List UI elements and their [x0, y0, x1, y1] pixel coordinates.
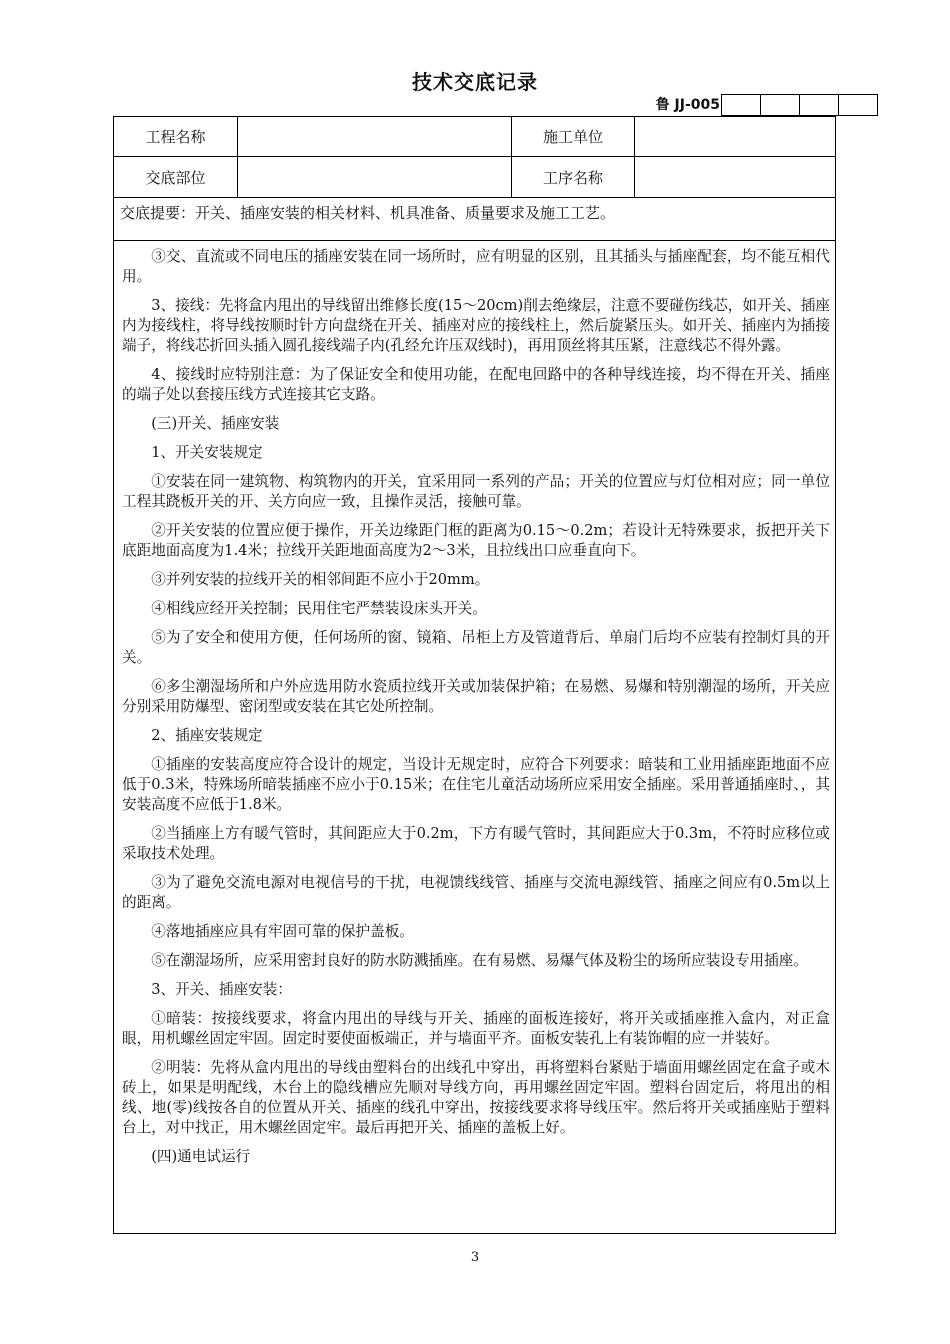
location-label: 交底部位 — [114, 157, 238, 197]
paragraph: ④落地插座应具有牢固可靠的保护盖板。 — [151, 923, 414, 940]
paragraph: ③并列安装的拉线开关的相邻间距不应小于20mm。 — [151, 571, 490, 588]
form-code-boxes — [722, 94, 878, 116]
contractor-label: 施工单位 — [512, 117, 635, 156]
page-title: 技术交底记录 — [412, 70, 538, 94]
form-code: 鲁 JJ-005 — [655, 97, 720, 113]
paragraph: ②当插座上方有暖气管时，其间距应大于0.2m，下方有暖气管时，其间距应大于0.3m，不符时应移位或采取技术处理。 — [122, 825, 830, 862]
summary-text: 交底提要：开关、插座安装的相关材料、机具准备、质量要求及施工工艺。 — [120, 204, 616, 222]
row-project — [114, 117, 835, 157]
code-box — [838, 94, 878, 116]
paragraph: 3、接线：先将盒内甩出的导线留出维修长度(15～20cm)削去绝缘层，注意不要碰伤线芯，如开关、插座内为接线柱，将导线按顺时针方向盘绕在开关、插座对应的接线柱上，然后旋紧压头。如开关、插座内为插接端子，将线芯折回头插入圆孔接线端子内(孔经允许压双线时)，再用顶丝将其压紧，注意线芯不得外露。 — [122, 297, 830, 354]
row-location — [114, 157, 835, 198]
paragraph: (四)通电试运行 — [151, 1148, 251, 1165]
process-label: 工序名称 — [512, 157, 635, 197]
paragraph: ④相线应经开关控制；民用住宅严禁装设床头开关。 — [151, 600, 487, 617]
code-box — [760, 94, 800, 116]
paragraph: 4、接线时应特别注意：为了保证安全和使用功能，在配电回路中的各种导线连接，均不得在开关、插座的端子处以套接压线方式连接其它支路。 — [122, 366, 830, 403]
paragraph: ⑤为了安全和使用方便，任何场所的窗、镜箱、吊柜上方及管道背后、单扇门后均不应装有控制灯具的开关。 — [122, 629, 830, 666]
project-name-label: 工程名称 — [114, 117, 238, 156]
paragraph: ①暗装：按接线要求，将盒内甩出的导线与开关、插座的面板连接好，将开关或插座推入盒内，对正盒眼，用机螺丝固定牢固。固定时要使面板端正，并与墙面平齐。面板安装孔上有装饰帽的应一并装好。 — [122, 1010, 830, 1047]
paragraph: 3、开关、插座安装： — [151, 981, 292, 998]
record-table — [113, 116, 836, 1234]
paragraph: 1、开关安装规定 — [151, 444, 263, 461]
paragraph: ⑥多尘潮湿场所和户外应选用防水瓷质拉线开关或加装保护箱；在易燃、易爆和特别潮湿的场所，开关应分别采用防爆型、密闭型或安装在其它处所控制。 — [122, 678, 830, 715]
paragraph: ①安装在同一建筑物、构筑物内的开关，宜采用同一系列的产品；开关的位置应与灯位相对应；同一单位工程其跷板开关的开、关方向应一致，且操作灵活，接触可靠。 — [122, 473, 830, 510]
location-value — [238, 157, 512, 197]
paragraph: ⑤在潮湿场所，应采用密封良好的防水防溅插座。在有易燃、易爆气体及粉尘的场所应装设专用插座。 — [151, 952, 808, 969]
content-body — [122, 247, 830, 1176]
paragraph: ②明装：先将从盒内甩出的导线由塑料台的出线孔中穿出，再将塑料台紧贴于墙面用螺丝固定在盒子或木砖上，如果是明配线，木台上的隐线槽应先顺对导线方向，再用螺丝固定牢固。塑料台固定后，将甩出的相线、地(零)线按各自的位置从开关、插座的线孔中穿出，按接线要求将导线压牢。然后将开关或插座贴于塑料台上，对中找正，用木螺丝固定牢。最后再把开关、插座的盖板上好。 — [122, 1059, 830, 1136]
row-summary — [114, 198, 835, 241]
paragraph: ②开关安装的位置应便于操作，开关边缘距门框的距离为0.15～0.2m；若设计无特殊要求，扳把开关下底距地面高度为1.4米；拉线开关距地面高度为2～3米，且拉线出口应垂直向下。 — [122, 522, 830, 559]
contractor-value — [635, 117, 835, 156]
paragraph: 2、插座安装规定 — [151, 727, 263, 744]
paragraph: ①插座的安装高度应符合设计的规定，当设计无规定时，应符合下列要求：暗装和工业用插座距地面不应低于0.3米，特殊场所暗装插座不应小于0.15米；在住宅儿童活动场所应采用安全插座。采用普通插座时、，其安装高度不应低于1.8米。 — [122, 756, 830, 813]
page-number: 3 — [470, 1250, 480, 1265]
paragraph: (三)开关、插座安装 — [151, 415, 280, 432]
code-box — [799, 94, 839, 116]
project-name-value — [238, 117, 512, 156]
paragraph: ③为了避免交流电源对电视信号的干扰，电视馈线线管、插座与交流电源线管、插座之间应有0.5m以上的距离。 — [122, 874, 830, 911]
process-value — [635, 157, 835, 197]
code-box — [721, 94, 761, 116]
paragraph: ③交、直流或不同电压的插座安装在同一场所时，应有明显的区别，且其插头与插座配套，均不能互相代用。 — [122, 248, 830, 285]
